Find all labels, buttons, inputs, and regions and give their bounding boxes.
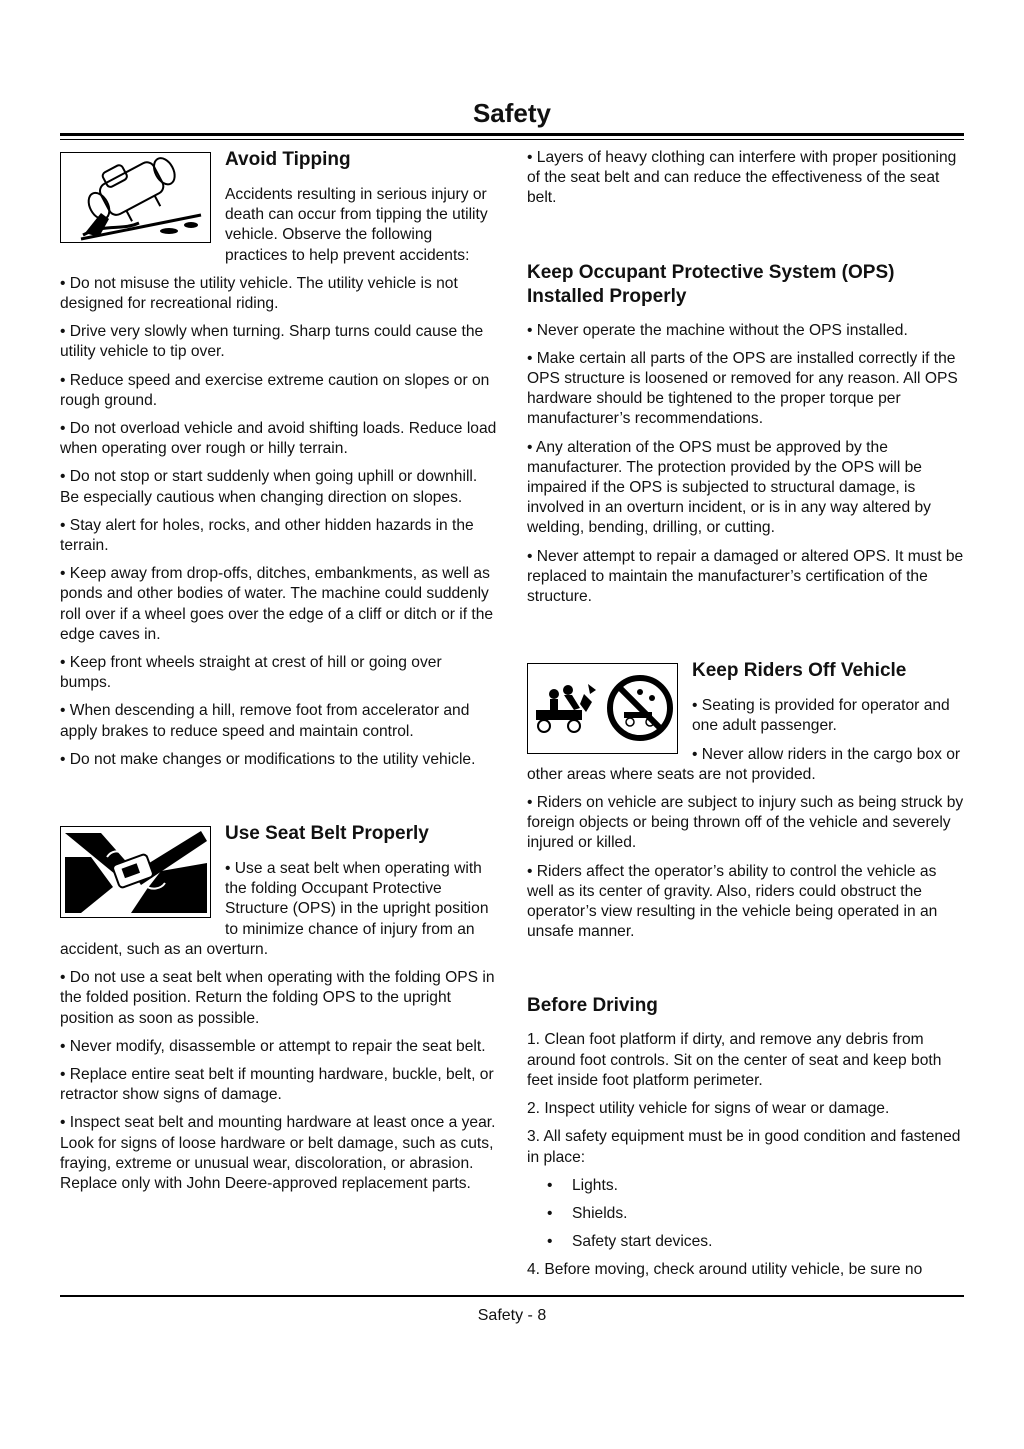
list-item: • Never allow riders in the cargo box or other areas where seats are not provided.	[527, 745, 961, 783]
footer-rule	[60, 1295, 964, 1297]
list-item: • Do not stop or start suddenly when going uphill or downhill. Be especially cautious when changing direction on slopes.	[60, 468, 478, 506]
heading-seat-belt: Use Seat Belt Properly	[225, 823, 429, 845]
left-column	[60, 148, 497, 1202]
no-riders-icon	[527, 663, 678, 754]
list-item: • Safety start devices.	[527, 1232, 964, 1252]
list-item: • Any alteration of the OPS must be approved by the manufacturer. The protection provided by the OPS will be impaired if the OPS is subjected to structural damage, is involved in an overturn incident, or is in any way altered by welding, bending, drilling, or cutting.	[527, 438, 931, 537]
list-item: • Riders on vehicle are subject to injury such as being struck by foreign objects or being thrown off of the vehicle and severely injured or killed.	[527, 794, 964, 852]
safety-equipment-list	[527, 1176, 964, 1253]
list-item: 4. Before moving, check around utility vehicle, be sure no	[527, 1261, 923, 1279]
list-item: • Keep front wheels straight at crest of hill or going over bumps.	[60, 654, 442, 692]
header-rule	[60, 133, 964, 136]
list-item: • Never operate the machine without the OPS installed.	[527, 321, 908, 339]
list-item: 2. Inspect utility vehicle for signs of wear or damage.	[527, 1100, 890, 1118]
list-item: • Make certain all parts of the OPS are installed correctly if the OPS structure is loosened or removed for any reason. All OPS hardware should be tightened to the proper torque per manufacturer’s recommendations.	[527, 349, 958, 428]
right-column	[527, 148, 964, 1289]
list-item: • Do not use a seat belt when operating with the folding OPS in the folded position. Return the folding OPS to the upright position as soon as possible.	[60, 969, 495, 1027]
list-item: • Shields.	[527, 1204, 964, 1224]
list-item: • Layers of heavy clothing can interfere with proper positioning of the seat belt and can reduce the effectiveness of the seat belt.	[527, 149, 957, 207]
list-item: • Keep away from drop-offs, ditches, embankments, as well as ponds and other bodies of water. The machine could suddenly roll over if a wheel goes over the edge of a cliff or ditch or if the edge caves in.	[60, 565, 494, 643]
list-item: • Do not make changes or modifications to the utility vehicle.	[60, 750, 476, 768]
avoid-tipping-intro: Accidents resulting in serious injury or death can occur from tipping the utility vehicle. Observe the following practices to help prevent accidents:	[225, 186, 488, 264]
list-item: • Drive very slowly when turning. Sharp turns could cause the utility vehicle to tip over.	[60, 323, 484, 361]
list-item: • Never modify, disassemble or attempt to repair the seat belt.	[60, 1037, 486, 1055]
list-item: • Replace entire seat belt if mounting hardware, buckle, belt, or retractor show signs of damage.	[60, 1065, 494, 1104]
list-item: • Do not overload vehicle and avoid shifting loads. Reduce load when operating over rough or hilly terrain.	[60, 420, 497, 458]
list-item: 3. All safety equipment must be in good condition and fastened in place:	[527, 1128, 961, 1166]
seat-belt-icon	[60, 826, 211, 918]
list-item: • Lights.	[527, 1176, 964, 1196]
list-item: • Never attempt to repair a damaged or altered OPS. It must be replaced to maintain the manufacturer’s certification of the structure.	[527, 547, 964, 606]
list-item: • Do not misuse the utility vehicle. The utility vehicle is not designed for recreational riding.	[60, 274, 458, 313]
list-item: • Stay alert for holes, rocks, and other hidden hazards in the terrain.	[60, 516, 474, 555]
heading-before-driving: Before Driving	[527, 995, 658, 1017]
seat-belt-intro: • Use a seat belt when operating with the folding Occupant Protective Structure (OPS) in the upright position to minimize chance of injury from an accident, such as an overturn.	[60, 860, 489, 958]
list-item: • When descending a hill, remove foot from accelerator and apply brakes to reduce speed and maintain control.	[60, 702, 470, 740]
list-item: • Riders affect the operator’s ability to control the vehicle as well as its center of gravity. Also, riders could obstruct the operator’s view resulting in the vehicle being operated in an unsafe manner.	[527, 862, 938, 941]
list-item: 1. Clean foot platform if dirty, and remove any debris from around foot controls. Sit on the center of seat and keep both feet inside foot platform perimeter.	[527, 1031, 942, 1089]
page-number: Safety - 8	[477, 1307, 547, 1324]
heading-ops: Keep Occupant Protective System (OPS) Installed Properly	[527, 261, 895, 307]
riders-intro: • Seating is provided for operator and one adult passenger.	[692, 697, 950, 735]
list-item: • Inspect seat belt and mounting hardware at least once a year. Look for signs of loose hardware or belt damage, such as cuts, fraying, extreme or unusual wear, discoloration, or abrasion. Replace only with John Deere-approved replacement parts.	[60, 1114, 496, 1192]
heading-avoid-tipping: Avoid Tipping	[225, 149, 351, 170]
list-item: • Reduce speed and exercise extreme caution on slopes or on rough ground.	[60, 371, 490, 409]
header-rule-thin	[60, 139, 964, 140]
page-title: Safety	[472, 98, 552, 128]
heading-keep-riders-off: Keep Riders Off Vehicle	[692, 660, 907, 682]
tipping-vehicle-icon	[60, 152, 211, 243]
